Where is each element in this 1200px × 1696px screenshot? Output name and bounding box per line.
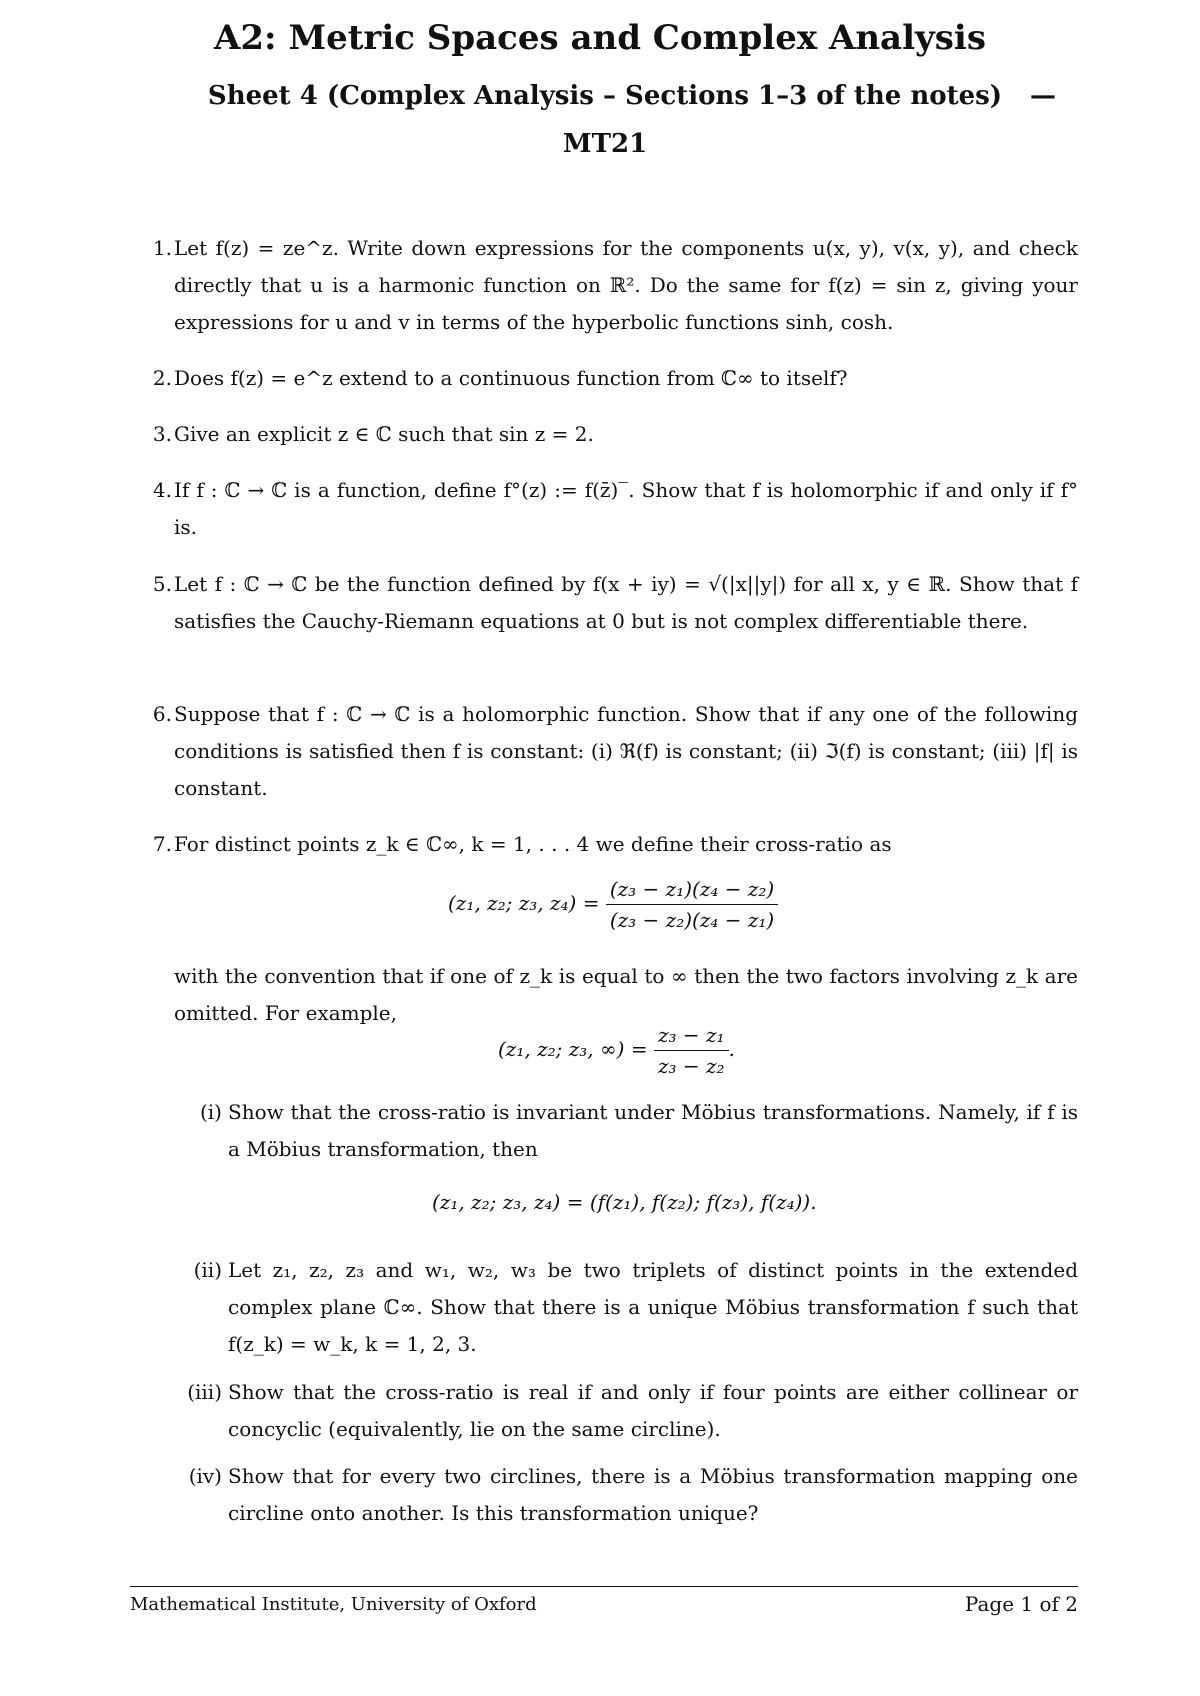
question-number: 7.	[152, 832, 172, 856]
subpart-iv	[182, 1458, 1078, 1532]
question-number: 2.	[152, 366, 172, 390]
subpart-number: (ii)	[193, 1258, 222, 1282]
question-text: If f : ℂ → ℂ is a function, define f°(z) := f(z̄)‾. Show that f is holomorphic if and only if f° is.	[174, 478, 1078, 539]
question-text: Suppose that f : ℂ → ℂ is a holomorphic function. Show that if any one of the following conditions is satisfied then f is constant: (i) ℜ(f) is constant; (ii) ℑ(f) is constant; (iii) |f| is constant.	[174, 702, 1078, 800]
question-text: Does f(z) = e^z extend to a continuous function from ℂ∞ to itself?	[174, 366, 848, 390]
fraction-denominator: z₃ − z₂	[657, 1054, 725, 1078]
question-number: 6.	[152, 702, 172, 726]
subpart-i	[182, 1094, 1078, 1168]
subpart-number: (iv)	[188, 1464, 222, 1488]
question-number: 4.	[152, 478, 172, 502]
formula-fraction	[606, 874, 778, 935]
formula-lhs: (z₁, z₂; z₃, z₄) =	[448, 891, 600, 915]
question-5	[140, 566, 1078, 640]
subpart-text: Show that the cross-ratio is real if and only if four points are either collinear or concyclic (equivalently, lie on the same circline).	[228, 1380, 1078, 1441]
cross-ratio-formula	[448, 874, 778, 935]
cross-ratio-example	[498, 1020, 735, 1081]
subpart-iii	[182, 1374, 1078, 1448]
question-text: For distinct points z_k ∈ ℂ∞, k = 1, . . . 4 we define their cross-ratio as	[174, 832, 892, 856]
subpart-text: Let z₁, z₂, z₃ and w₁, w₂, w₃ be two triplets of distinct points in the extended complex plane ℂ∞. Show that there is a unique Möbius transformation f such that f(z_k) = w_k, k = 1, 2, 3.	[228, 1258, 1078, 1356]
question-text: Give an explicit z ∈ ℂ such that sin z = 2.	[174, 422, 594, 446]
question-text: Let f : ℂ → ℂ be the function defined by f(x + iy) = √(|x||y|) for all x, y ∈ ℝ. Show that f satisfies the Cauchy-Riemann equations at 0 but is not complex differentiable there.	[174, 572, 1078, 633]
question-2	[140, 360, 1078, 397]
fraction-denominator: (z₃ − z₂)(z₄ − z₁)	[609, 908, 775, 932]
sheet-title: A2: Metric Spaces and Complex Analysis	[214, 18, 986, 58]
fraction-numerator: (z₃ − z₁)(z₄ − z₂)	[606, 874, 778, 905]
question-7	[140, 826, 1078, 863]
footer-institution: Mathematical Institute, University of Oxford	[130, 1594, 537, 1615]
subtitle-text: Sheet 4 (Complex Analysis – Sections 1–3 of the notes)	[207, 81, 1003, 111]
question-text: Let f(z) = ze^z. Write down expressions for the components u(x, y), v(x, y), and check directly that u is a harmonic function on ℝ². Do the same for f(z) = sin z, giving your expressions for u and v in terms of the hyperbolic functions sinh, cosh.	[174, 236, 1078, 334]
subpart-text: Show that the cross-ratio is invariant under Möbius transformations. Namely, if f is a Möbius transformation, then	[228, 1100, 1078, 1161]
subpart-ii	[182, 1252, 1078, 1363]
question-number: 3.	[152, 422, 172, 446]
subtitle-dash: —	[1030, 81, 1056, 111]
question-number: 1.	[152, 236, 172, 260]
invariance-formula: (z₁, z₂; z₃, z₄) = (f(z₁), f(z₂); f(z₃), f(z₄)).	[432, 1190, 817, 1214]
question-number: 5.	[152, 572, 172, 596]
subpart-number: (iii)	[187, 1380, 222, 1404]
subpart-text: Show that for every two circlines, there is a Möbius transformation mapping one circline onto another. Is this transformation unique?	[228, 1464, 1078, 1525]
formula-period: .	[728, 1037, 735, 1061]
fraction-numerator: z₃ − z₁	[654, 1020, 729, 1051]
formula-lhs: (z₁, z₂; z₃, ∞) =	[498, 1037, 648, 1061]
term-label: MT21	[562, 129, 648, 159]
sheet-subtitle	[170, 72, 1056, 168]
question-3	[140, 416, 1078, 453]
question-6	[140, 696, 1078, 807]
question-4	[140, 472, 1078, 546]
footer-divider	[130, 1586, 1078, 1587]
page-number: Page 1 of 2	[964, 1592, 1078, 1616]
question-text: with the convention that if one of z_k is equal to ∞ then the two factors involving z_k are omitted. For example,	[174, 964, 1078, 1025]
subpart-number: (i)	[199, 1100, 222, 1124]
question-1	[140, 230, 1078, 341]
formula-fraction	[654, 1020, 729, 1081]
